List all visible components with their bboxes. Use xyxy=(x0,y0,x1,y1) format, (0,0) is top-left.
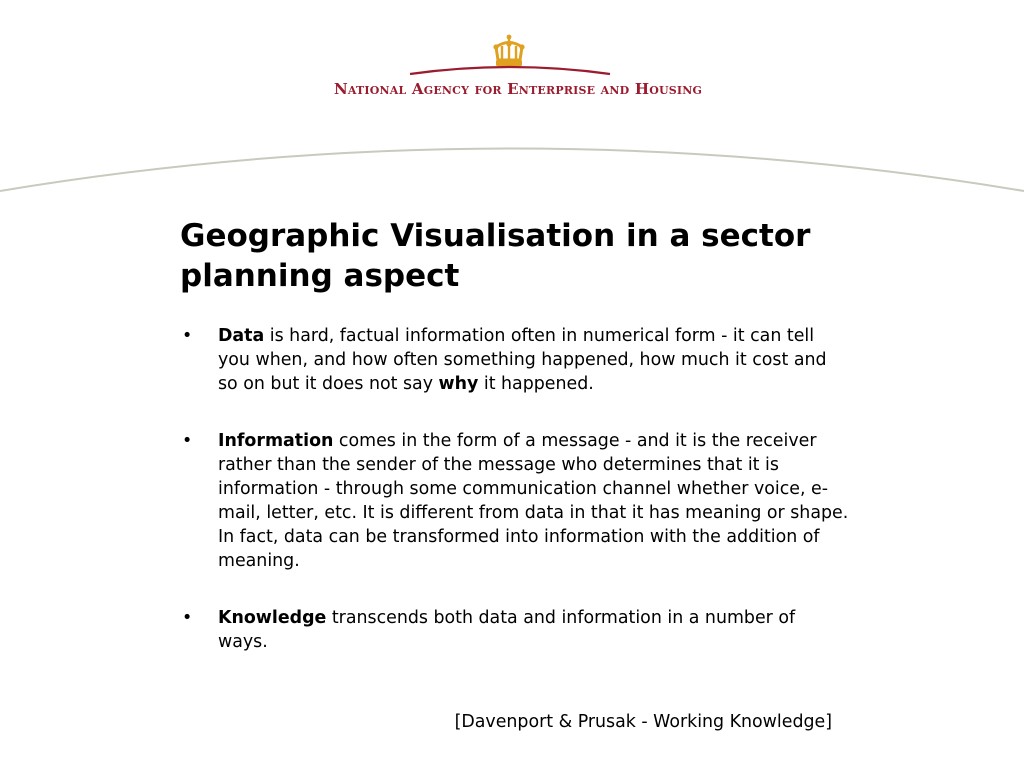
agency-arc-divider xyxy=(400,60,620,80)
bullet-emphasis: why xyxy=(438,374,479,394)
bullet-term: Information xyxy=(218,431,334,451)
bullet-dot-icon: • xyxy=(182,431,193,451)
bullet-list xyxy=(180,324,850,687)
header-arc-divider xyxy=(0,136,1024,196)
citation: [Davenport & Prusak - Working Knowledge] xyxy=(454,712,832,732)
bullet-text: transcends both data and information in a number of ways. xyxy=(218,608,796,652)
bullet-text: is hard, factual information often in numerical form - it can tell you when, and how often something happened, how much it cost and so on but it does not say xyxy=(218,326,827,394)
bullet-text-end: it happened. xyxy=(478,374,594,394)
bullet-dot-icon: • xyxy=(182,608,193,628)
bullet-term: Data xyxy=(218,326,265,346)
bullet-item-data xyxy=(180,324,850,396)
bullet-dot-icon: • xyxy=(182,326,193,346)
bullet-term: Knowledge xyxy=(218,608,327,628)
bullet-item-information xyxy=(180,429,850,573)
agency-name: National Agency for Enterprise and Housing xyxy=(334,80,703,98)
bullet-item-knowledge xyxy=(180,606,850,654)
slide-title: Geographic Visualisation in a sector planning aspect xyxy=(180,218,811,294)
bullet-text: comes in the form of a message - and it is the receiver rather than the sender of the message who determines that it is information - through some communication channel whether voice, e-mail, letter, etc. It is different from data in that it has meaning or shape. In fact, data can be transformed into information with the addition of meaning. xyxy=(218,431,849,571)
